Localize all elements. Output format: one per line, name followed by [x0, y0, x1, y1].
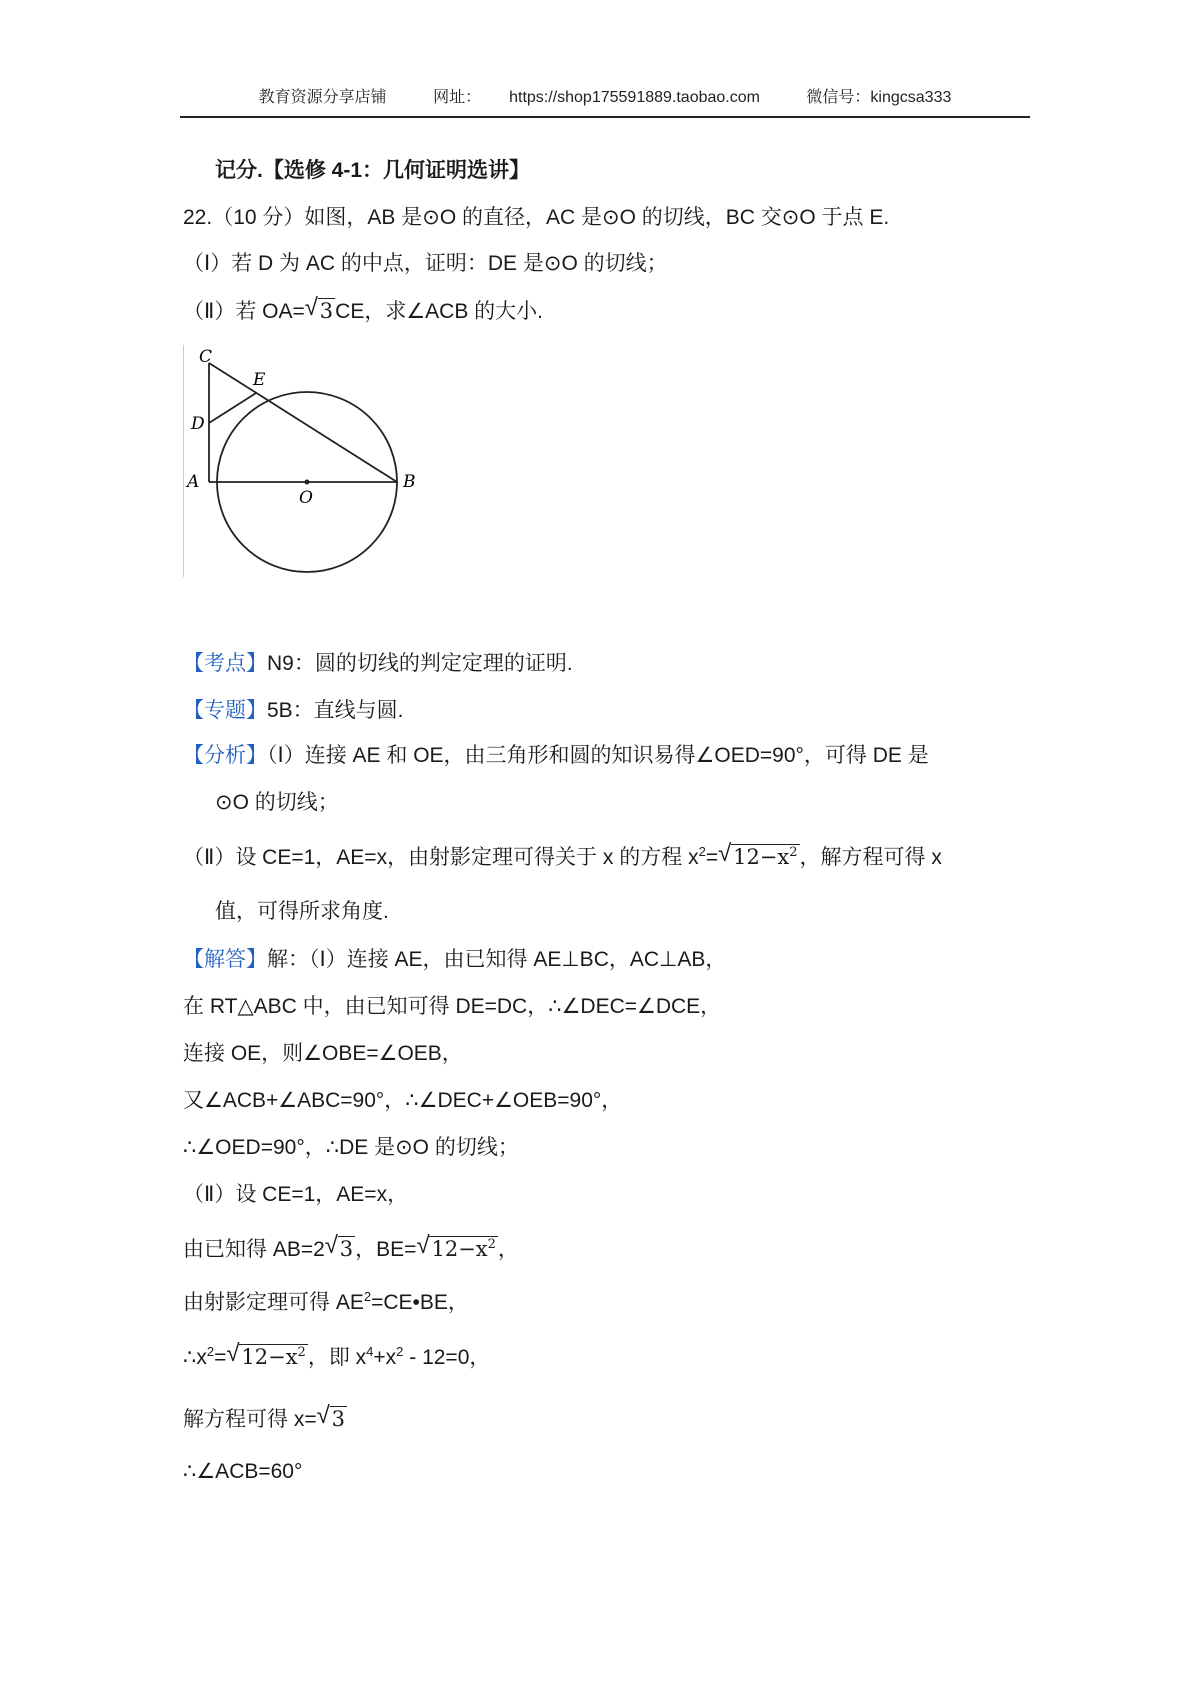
jieda-text-1: 解：（Ⅰ）连接 AE，由已知得 AE⊥BC，AC⊥AB， [267, 948, 727, 971]
fenxi-line-2: ⊙O 的切线； [215, 791, 339, 814]
fenxi-line-4: 值，可得所求角度. [215, 900, 389, 923]
fenxi-3a: （Ⅱ）设 CE=1，AE=x，由射影定理可得关于 x 的方程 x [183, 846, 699, 869]
sqrt-expression: √ 3 [304, 294, 334, 323]
jieda-9d: +x [373, 1346, 397, 1369]
geometry-figure [183, 345, 428, 580]
jieda-8-sup: 2 [363, 1289, 372, 1304]
sqrt-sup: 2 [297, 1345, 306, 1360]
sqrt-radicand: 12−x [431, 1237, 488, 1261]
jieda-9-sup1: 2 [206, 1344, 215, 1359]
zhuanti-text: 5B：直线与圆. [267, 699, 404, 722]
label-o: O [299, 488, 313, 508]
jieda-line-9 [183, 1342, 490, 1373]
label-c: C [199, 347, 213, 367]
shop-name: 教育资源分享店铺 [258, 89, 387, 106]
label-a: A [187, 472, 200, 492]
site-url[interactable]: https://shop175591889.taobao.com [509, 89, 760, 106]
page-header [180, 86, 1030, 118]
sqrt-expression: √ 3 [324, 1232, 354, 1261]
jieda-line-4: 又∠ACB+∠ABC=90°，∴∠DEC+∠OEB=90°， [183, 1089, 623, 1112]
label-e: E [253, 370, 266, 390]
center-point-o [305, 480, 310, 485]
jieda-line-10 [183, 1404, 347, 1435]
fenxi-line-1 [183, 741, 929, 771]
fenxi-3-eq: = [705, 846, 719, 869]
jieda-7a: 由已知得 AB=2 [183, 1238, 325, 1261]
wechat-id: 微信号：kingcsa333 [806, 89, 952, 106]
sqrt-radicand: 3 [331, 1407, 345, 1431]
jieda-9a: ∴x [183, 1346, 207, 1369]
zhuanti-tag: 【专题】 [183, 699, 267, 722]
jieda-line-5: ∴∠OED=90°，∴DE 是⊙O 的切线； [183, 1136, 519, 1159]
section-title: 记分.【选修 4-1：几何证明选讲】 [215, 159, 531, 182]
jieda-8b: =CE•BE， [371, 1291, 469, 1314]
part2-prefix: （Ⅱ）若 OA= [183, 300, 305, 323]
jieda-9b: = [214, 1346, 227, 1369]
kaodian-tag: 【考点】 [183, 652, 267, 675]
kaodian-text: N9：圆的切线的判定定理的证明. [267, 652, 573, 675]
jieda-9-sup3: 2 [396, 1344, 404, 1359]
jieda-tag: 【解答】 [183, 948, 267, 971]
jieda-line-1 [183, 945, 726, 975]
jieda-line-6: （Ⅱ）设 CE=1，AE=x， [183, 1183, 409, 1206]
sqrt-sup: 2 [789, 845, 798, 860]
sqrt-expression: √ $12-x^2$ [226, 1340, 306, 1369]
jieda-9c: ，即 x [307, 1346, 367, 1369]
sqrt-expression: √ 3 [316, 1402, 345, 1431]
sqrt-expression: √ $12-x^2$ [718, 840, 798, 869]
part2-suffix: CE，求∠ACB 的大小. [335, 300, 544, 323]
problem-statement: 22.（10 分）如图，AB 是⊙O 的直径，AC 是⊙O 的切线，BC 交⊙O 于点 E. [183, 206, 890, 229]
fenxi-text-1: （Ⅰ）连接 AE 和 OE，由三角形和圆的知识易得∠OED=90°，可得 DE 是 [267, 744, 929, 767]
sqrt-radicand: 12−x [241, 1345, 298, 1369]
fenxi-3-sup: 2 [698, 844, 706, 859]
segment-de [209, 393, 256, 423]
jieda-9-sup2: 4 [366, 1344, 374, 1359]
sqrt-radicand: 3 [319, 299, 334, 323]
fenxi-3b: ，解方程可得 x [799, 846, 942, 869]
problem-part-2 [183, 296, 543, 327]
kaodian-line [183, 649, 573, 679]
jieda-7c: ， [497, 1238, 519, 1261]
jieda-line-7 [183, 1234, 519, 1265]
jieda-line-3: 连接 OE，则∠OBE=∠OEB， [183, 1042, 463, 1065]
sqrt-sup: 2 [487, 1237, 496, 1252]
zhuanti-line [183, 696, 404, 726]
segment-cb [209, 363, 397, 482]
jieda-line-2: 在 RT△ABC 中，由已知可得 DE=DC，∴∠DEC=∠DCE， [183, 995, 722, 1018]
fenxi-line-3 [183, 842, 942, 873]
jieda-line-11: ∴∠ACB=60° [183, 1460, 303, 1483]
problem-part-1: （Ⅰ）若 D 为 AC 的中点，证明：DE 是⊙O 的切线； [183, 252, 668, 275]
fenxi-tag: 【分析】 [183, 744, 267, 767]
label-d: D [191, 414, 205, 434]
jieda-7b: ，BE= [355, 1238, 417, 1261]
label-b: B [403, 472, 416, 492]
sqrt-radicand: 12−x [733, 845, 790, 869]
site-label: 网址： [433, 89, 482, 106]
sqrt-radicand: 3 [339, 1237, 354, 1261]
jieda-8a: 由射影定理可得 AE [183, 1291, 364, 1314]
jieda-10a: 解方程可得 x= [183, 1408, 317, 1431]
sqrt-expression: √ $12-x^2$ [416, 1232, 496, 1261]
jieda-9e: ‐ 12=0， [403, 1346, 491, 1369]
jieda-line-8 [183, 1288, 469, 1318]
